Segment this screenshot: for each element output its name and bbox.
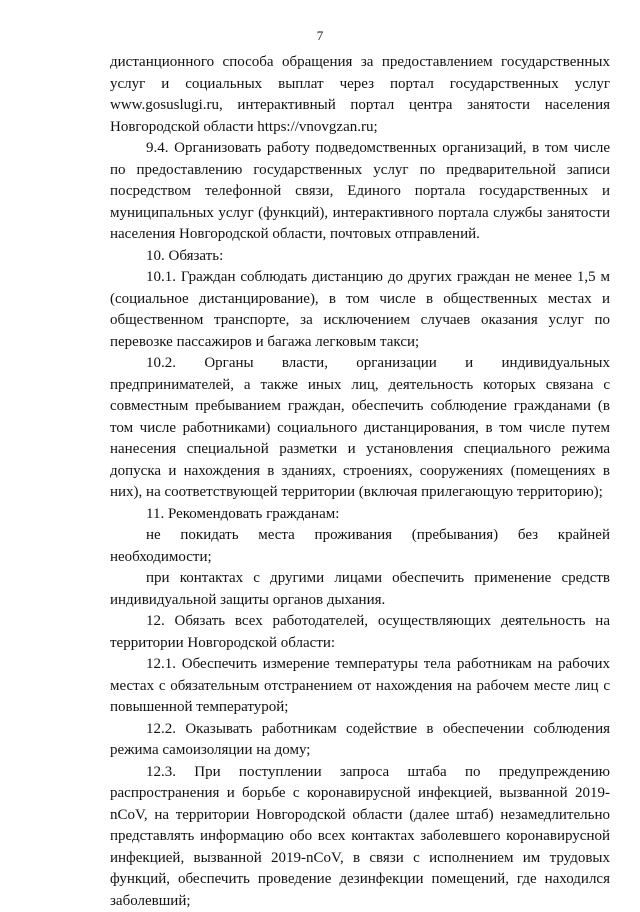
paragraph-10-heading: 10. Обязать: xyxy=(110,246,610,268)
paragraph-12-3: 12.3. При поступлении запроса штаба по предупреждению распространения и борьбе с коронавирусной инфекцией, вызванной 2019-nCoV, на территории Новгородской области (далее штаб) незамедлительно представлять информацию обо всех контактах заболевшего коронавирусной инфекцией, вызванной 2019-nCoV, в связи с исполнением им трудовых функций, обеспечить проведение дезинфекции помещений, где находился заболевший; xyxy=(110,762,610,912)
paragraph-10-2: 10.2. Органы власти, организации и индивидуальных предпринимателей, а также иных лиц, деятельность которых связана с совместным пребыванием граждан, обеспечить соблюдение гражданами (в том числе работниками) социального дистанцирования, в том числе путем нанесения специальной разметки и установления специального режима допуска и нахождения в зданиях, строениях, сооружениях (помещениях в них), на соответствующей территории (включая прилегающую территорию); xyxy=(110,353,610,504)
paragraph-9-4: 9.4. Организовать работу подведомственных организаций, в том числе по предоставлению государственных услуг по предварительной записи посредством телефонной связи, Единого портала государственных и муниципальных услуг (функций), интерактивного портала службы занятости населения Новгородской области, почтовых отправлений. xyxy=(110,138,610,246)
paragraph-12-2: 12.2. Оказывать работникам содействие в обеспечении соблюдения режима самоизоляции на дому; xyxy=(110,719,610,762)
paragraph-10-1: 10.1. Граждан соблюдать дистанцию до других граждан не менее 1,5 м (социальное дистанцирование), в том числе в общественных местах и общественном транспорте, за исключением случаев оказания услуг по перевозке пассажиров и багажа легковым такси; xyxy=(110,267,610,353)
page-number: 7 xyxy=(0,28,640,44)
paragraph-11-heading: 11. Рекомендовать гражданам: xyxy=(110,504,610,526)
paragraph-intro-continued: дистанционного способа обращения за предоставлением государственных услуг и социальных выплат через портал государственных услуг www.gosuslugi.ru, интерактивный портал центра занятости населения Новгородской области https://vnovgzan.ru; xyxy=(110,52,610,138)
paragraph-12-1: 12.1. Обеспечить измерение температуры тела работникам на рабочих местах с обязательным отстранением от нахождения на рабочем месте лиц с повышенной температурой; xyxy=(110,654,610,719)
document-body xyxy=(110,52,610,912)
paragraph-11-item-1: не покидать места проживания (пребывания) без крайней необходимости; xyxy=(110,525,610,568)
paragraph-12-heading: 12. Обязать всех работодателей, осуществляющих деятельность на территории Новгородской области: xyxy=(110,611,610,654)
paragraph-11-item-2: при контактах с другими лицами обеспечить применение средств индивидуальной защиты органов дыхания. xyxy=(110,568,610,611)
